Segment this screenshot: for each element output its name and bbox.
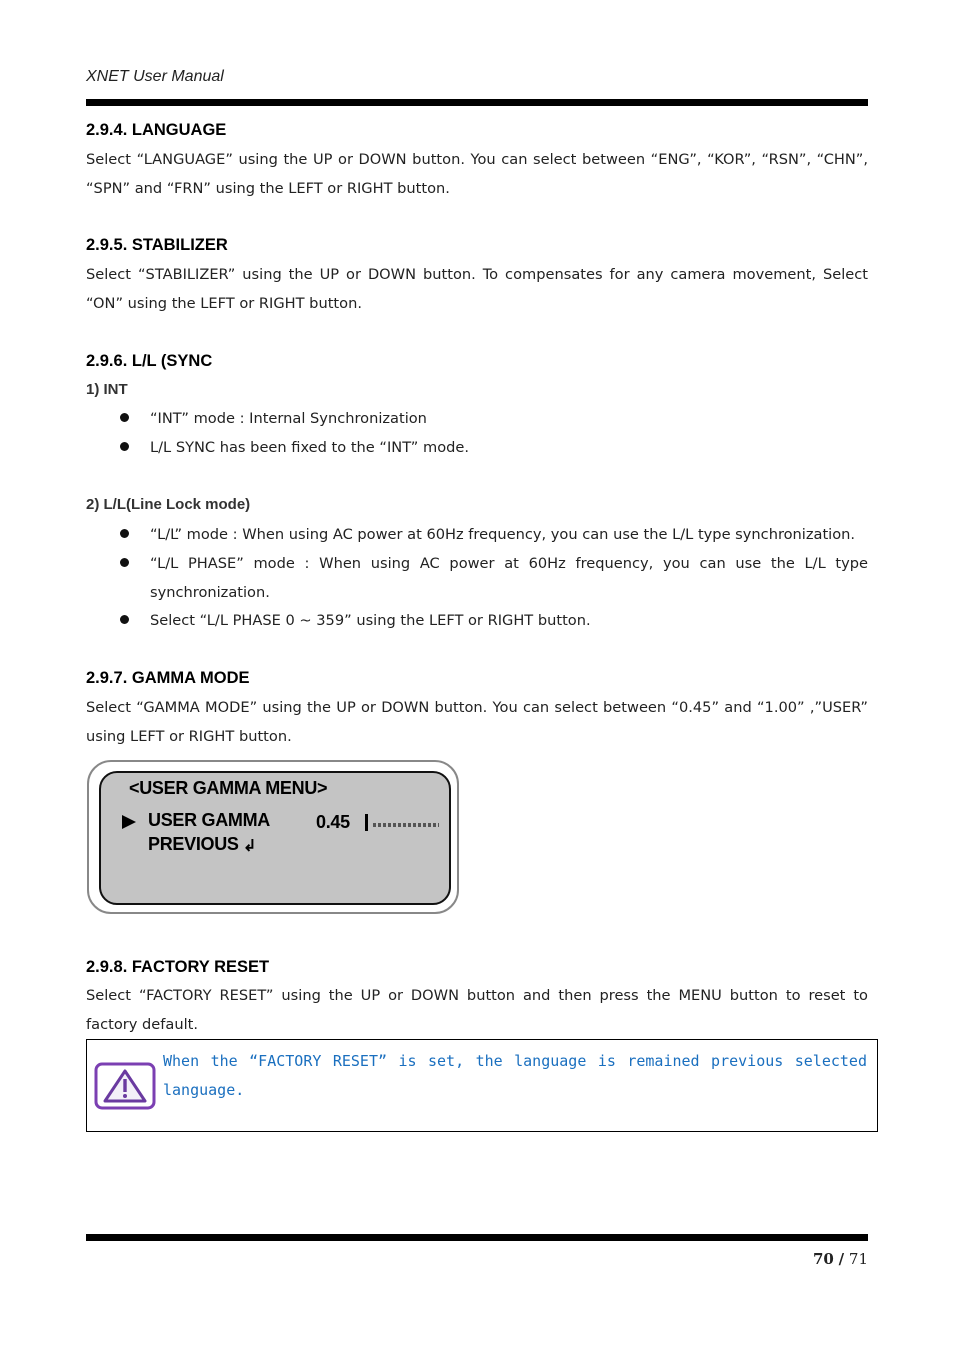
section-heading-factory-reset: 2.9.8. FACTORY RESET (86, 958, 270, 976)
note-box (86, 1039, 878, 1132)
osd-level-cursor (365, 814, 368, 831)
osd-item-previous: PREVIOUS (148, 834, 239, 854)
note-text: When the “FACTORY RESET” is set, the language is remained previous selected language. (163, 1052, 867, 1099)
language-paragraph: Select “LANGUAGE” using the UP or DOWN button. You can select between “ENG”, “KOR”, “RSN”, “CHN”, “SPN” and “FRN” using the LEFT or RIGHT button. (86, 151, 868, 197)
bullet-icon (120, 413, 129, 422)
osd-item-user-gamma: USER GAMMA (148, 810, 270, 830)
subheading-int: 1) INT (86, 381, 128, 398)
list-item-text: L/L SYNC has been fixed to the “INT” mode. (150, 439, 470, 456)
warning-icon (94, 1062, 156, 1110)
page-number (813, 1250, 868, 1268)
list-item-text: “INT” mode : Internal Synchronization (150, 410, 427, 427)
bullet-icon (120, 442, 129, 451)
section-heading-stabilizer: 2.9.5. STABILIZER (86, 236, 228, 254)
osd-gamma-value: 0.45 (316, 812, 350, 832)
page-separator: / (838, 1250, 845, 1268)
bullet-icon (120, 615, 129, 624)
return-icon: ↲ (243, 838, 257, 855)
total-pages: 71 (848, 1250, 868, 1268)
subheading-line-lock: 2) L/L(Line Lock mode) (86, 496, 251, 513)
footer-rule (86, 1234, 868, 1241)
header-rule (86, 99, 868, 106)
list-item-text: “L/L PHASE” mode : When using AC power at 60Hz frequency, you can use the L/L type synchronization. (150, 555, 868, 601)
osd-screen (99, 771, 451, 905)
manual-title: XNET User Manual (86, 68, 224, 85)
bullet-icon (120, 558, 129, 567)
osd-title: <USER GAMMA MENU> (129, 778, 328, 798)
stabilizer-paragraph: Select “STABILIZER” using the UP or DOWN button. To compensates for any camera movement, Select “ON” using the LEFT or RIGHT button. (86, 266, 868, 312)
section-heading-gamma: 2.9.7. GAMMA MODE (86, 669, 250, 687)
gamma-paragraph: Select “GAMMA MODE” using the UP or DOWN button. You can select between “0.45” and “1.00” ,”USER” using LEFT or RIGHT button. (86, 699, 868, 745)
osd-level-bar (373, 823, 439, 827)
list-item-text: “L/L” mode : When using AC power at 60Hz frequency, you can use the L/L type synchronization. (150, 526, 856, 543)
osd-menu-screenshot (87, 760, 459, 914)
section-heading-ll-sync: 2.9.6. L/L (SYNC (86, 352, 213, 370)
list-item-text: Select “L/L PHASE 0 ~ 359” using the LEFT or RIGHT button. (150, 612, 591, 629)
bullet-icon (120, 529, 129, 538)
section-heading-language: 2.9.4. LANGUAGE (86, 121, 227, 139)
factory-reset-paragraph: Select “FACTORY RESET” using the UP or DOWN button and then press the MENU button to reset to factory default. (86, 987, 868, 1033)
selection-arrow-icon (121, 814, 137, 830)
current-page: 70 (812, 1250, 834, 1268)
